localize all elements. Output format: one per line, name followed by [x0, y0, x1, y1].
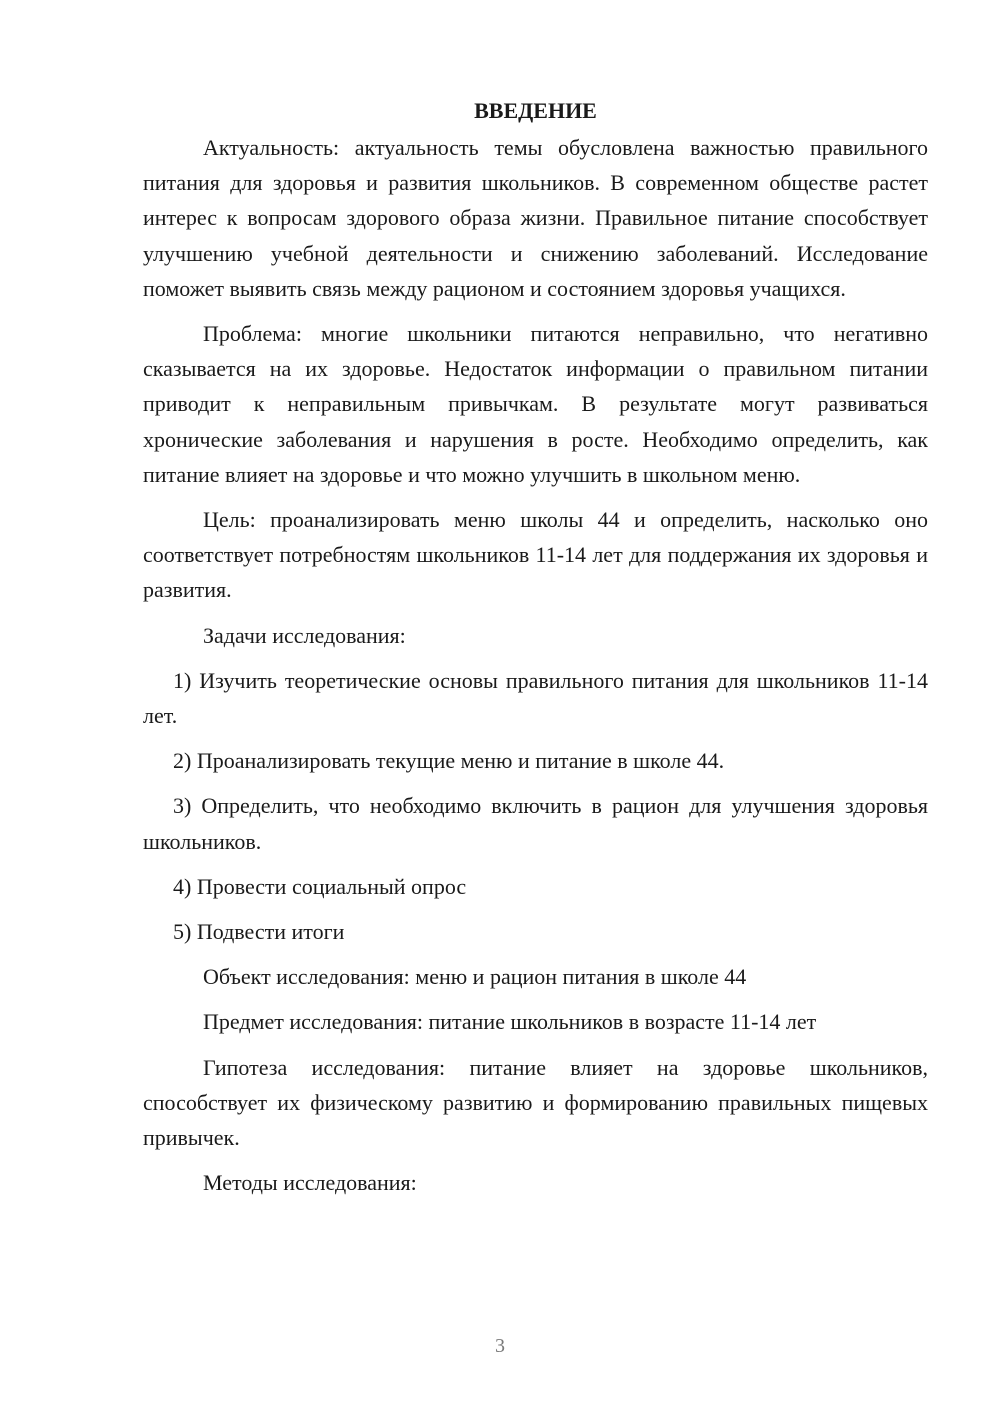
paragraph-object: Объект исследования: меню и рацион питания в школе 44 [203, 964, 747, 990]
task-item-4: 4) Провести социальный опрос [173, 873, 467, 899]
page-number: 3 [495, 1335, 505, 1357]
task-item-5: 5) Подвести итоги [173, 919, 345, 945]
section-title: ВВЕДЕНИЕ [474, 98, 597, 123]
paragraph-problem: Проблема: многие школьники питаются неправильно, что негативно сказывается на их здоровье. Недостаток информации о правильном питании приводит к неправильным привычкам. В результате могут развиваться хронические заболевания и нарушения в росте. Необходимо определить, как питание влияет на здоровье и что можно улучшить в школьном меню. [143, 321, 928, 487]
task-item-3: 3) Определить, что необходимо включить в рацион для улучшения здоровья школьников. [143, 793, 928, 854]
paragraph-relevance: Актуальность: актуальность темы обусловлена важностью правильного питания для здоровья и развития школьников. В современном обществе растет интерес к вопросам здорового образа жизни. Правильное питание способствует улучшению учебной деятельности и снижению заболеваний. Исследование поможет выявить связь между рационом и состоянием здоровья учащихся. [143, 135, 928, 301]
paragraph-tasks-heading: Задачи исследования: [203, 622, 406, 648]
paragraph-hypothesis: Гипотеза исследования: питание влияет на здоровье школьников, способствует их физическому развитию и формированию правильных пищевых привычек. [143, 1054, 928, 1151]
paragraph-methods: Методы исследования: [203, 1170, 417, 1196]
paragraph-goal: Цель: проанализировать меню школы 44 и определить, насколько оно соответствует потребностям школьников 11-14 лет для поддержания их здоровья и развития. [143, 507, 928, 603]
document-page [143, 96, 928, 1200]
paragraph-subject: Предмет исследования: питание школьников в возрасте 11-14 лет [203, 1009, 817, 1035]
task-item-1: 1) Изучить теоретические основы правильного питания для школьников 11-14 лет. [143, 667, 928, 729]
task-item-2: 2) Проанализировать текущие меню и питание в школе 44. [173, 748, 725, 774]
